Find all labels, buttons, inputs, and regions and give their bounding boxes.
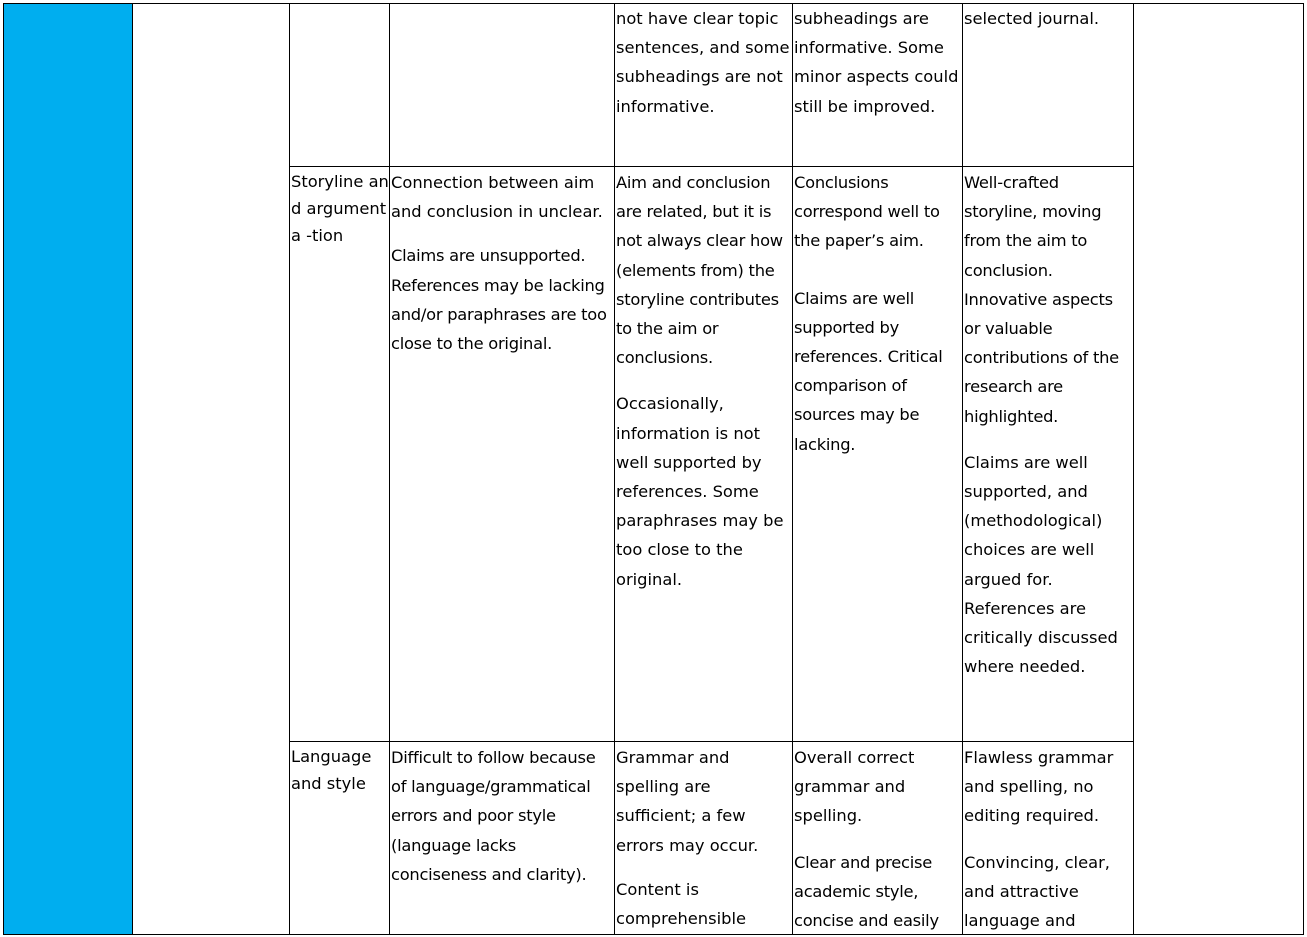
cell-paragraph: Difficult to follow because of language/grammatical errors and poor style (language lacks conciseness and clarity). bbox=[391, 748, 596, 884]
cell-paragraph: Content is comprehensible bbox=[616, 879, 746, 929]
cell-paragraph: Flawless grammar and spelling, no editing required. bbox=[964, 748, 1114, 826]
criterion-label: Language and style bbox=[291, 747, 372, 793]
cell-paragraph: Claims are well supported by references. Critical comparison of sources may be lacking. bbox=[794, 288, 943, 454]
cell-paragraph: Conclusions correspond well to the paper’s aim. bbox=[794, 173, 940, 251]
cell-paragraph: Convincing, clear, and attractive language and bbox=[964, 852, 1110, 931]
cell-partial-col-e bbox=[793, 4, 962, 121]
cell-partial-col-d bbox=[615, 4, 792, 121]
cell-paragraph: Occasionally, information is not well supported by references. Some paraphrases may be too close to the original. bbox=[616, 394, 784, 589]
cell-paragraph: Clear and precise academic style, concise and easily bbox=[794, 852, 939, 931]
cell-paragraph: Connection between aim and conclusion in unclear. bbox=[391, 173, 603, 222]
cell-language-col-e bbox=[793, 743, 962, 935]
cell-partial-col-f bbox=[963, 4, 1133, 33]
criterion-language bbox=[290, 743, 389, 797]
criterion-label: Storyline and argumenta -tion bbox=[291, 172, 389, 245]
cell-storyline-col-f bbox=[963, 168, 1133, 681]
section-color-bar bbox=[4, 3, 132, 935]
cell-paragraph: selected journal. bbox=[964, 9, 1100, 28]
cell-paragraph: Overall correct grammar and spelling. bbox=[794, 748, 915, 826]
cell-paragraph: Grammar and spelling are sufficient; a few errors may occur. bbox=[616, 748, 759, 855]
cell-paragraph: Claims are unsupported. References may be lacking and/or paraphrases are too close to the original. bbox=[391, 246, 607, 354]
cell-storyline-col-e bbox=[793, 168, 962, 459]
cell-language-col-d bbox=[615, 743, 792, 933]
cell-paragraph: not have clear topic sentences, and some subheadings are not informative. bbox=[616, 9, 790, 116]
cell-paragraph: Well-crafted storyline, moving from the aim to conclusion. Innovative aspects or valuable contributions of the research are highlighted. bbox=[964, 173, 1119, 426]
cell-language-col-f bbox=[963, 743, 1133, 934]
criterion-storyline bbox=[290, 168, 389, 249]
cell-storyline-col-d bbox=[615, 168, 792, 594]
cell-paragraph: Claims are well supported, and (methodological) choices are well argued for. References are critically discussed where needed. bbox=[964, 452, 1118, 677]
cell-language-col-c bbox=[390, 743, 614, 889]
cell-storyline-col-c bbox=[390, 168, 614, 358]
cell-paragraph: Aim and conclusion are related, but it is not always clear how (elements from) the storyline contributes to the aim or conclusions. bbox=[616, 173, 783, 368]
cell-paragraph: subheadings are informative. Some minor aspects could still be improved. bbox=[794, 9, 959, 116]
